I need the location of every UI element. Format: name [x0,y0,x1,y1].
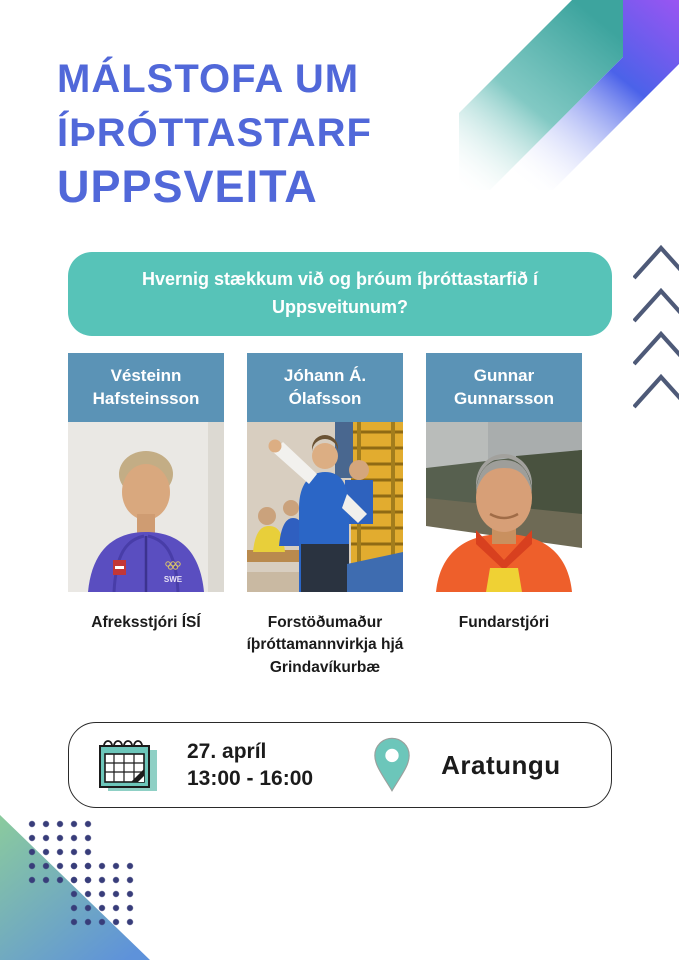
page-title [57,52,372,214]
location-pin-icon [371,736,413,794]
speaker-photo-illustration [247,422,403,592]
diagonal-ribbon-decoration [459,0,679,200]
event-time: 13:00 - 16:00 [187,767,314,790]
speaker-name-header [68,353,224,422]
speakers-row [68,353,582,679]
speaker-card [426,353,582,679]
speaker-name: Gunnar Gunnarsson [453,366,555,408]
event-location: Aratungu [441,749,561,780]
speaker-card [247,353,403,679]
question-banner [68,252,612,336]
jacket-text: SWE [163,575,183,584]
title-line-2: ÍÞRÓTTASTARF [57,111,372,155]
event-details-bar [68,722,612,808]
speaker-name: Jóhann Á. Ólafsson [283,366,367,408]
speaker-photo-illustration [426,422,582,592]
speaker-name-header [247,353,403,422]
speaker-card [68,353,224,679]
dot-grid-decoration [70,862,139,931]
title-line-3: UPPSVEITA [57,161,318,212]
event-date: 27. apríl [187,739,267,763]
chevrons-decoration [633,232,679,412]
question-text: Hvernig stækkum við og þróum íþróttastarfið í Uppsveitunum? [141,269,539,317]
date-time-block [187,738,313,793]
speaker-role: Afreksstjóri ÍSÍ [91,614,201,631]
speaker-role: Fundarstjóri [458,614,550,631]
calendar-icon [95,735,161,795]
speaker-photo-illustration [68,422,224,592]
title-line-1: MÁLSTOFA UM [57,57,360,101]
speaker-name: Vésteinn Hafsteinsson [92,366,200,408]
speaker-role: Forstöðumaður íþróttamannvirkja hjá Grindavíkurbæ [246,614,404,676]
speaker-name-header [426,353,582,422]
